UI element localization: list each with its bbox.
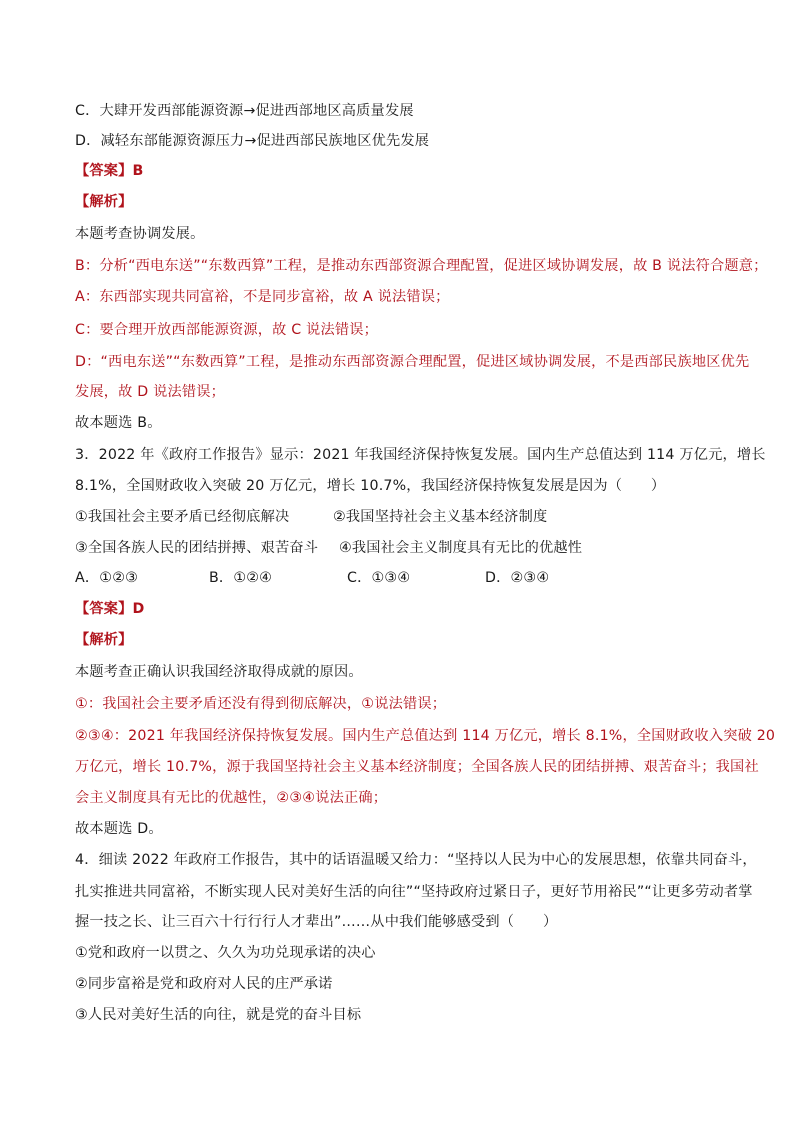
conclusion: 故本题选 B。 [75, 415, 162, 431]
choice-b: B．①②④ [209, 570, 273, 586]
statement-item: ④我国社会主义制度具有无比的优越性 [339, 540, 583, 556]
choice-c: C．①③④ [347, 570, 411, 586]
question-stem: 8.1%，全国财政收入突破 20 万亿元，增长 10.7%，我国经济保持恢复发展是因为（ ） [75, 478, 666, 494]
analysis-label: 【解析】 [75, 194, 133, 210]
analysis-line: D：“西电东送”“东数西算”工程，是推动东西部资源合理配置，促进区域协调发展，不是西部民族地区优先 [75, 354, 750, 370]
analysis-line: ②③④：2021 年我国经济保持恢复发展。国内生产总值达到 114 万亿元，增长 8.1%，全国财政收入突破 20 [75, 728, 776, 744]
statement-item: ①党和政府一以贯之、久久为功兑现承诺的决心 [75, 945, 376, 961]
question-stem: 扎实推进共同富裕，不断实现人民对美好生活的向往”“坚持政府过紧日子，更好节用裕民”“让更多劳动者掌 [75, 884, 753, 900]
statement-item: ②我国坚持社会主义基本经济制度 [333, 509, 548, 525]
option-c: C．大肆开发西部能源资源→促进西部地区高质量发展 [75, 103, 414, 119]
question-stem: 4．细读 2022 年政府工作报告，其中的话语温暖又给力：“坚持以人民为中心的发展思想，依靠共同奋斗， [75, 852, 757, 868]
analysis-line: 发展，故 D 说法错误； [75, 384, 226, 400]
statement-item: ①我国社会主要矛盾已经彻底解决 [75, 509, 290, 525]
statement-item: ③全国各族人民的团结拼搏、艰苦奋斗 [75, 540, 319, 556]
conclusion: 故本题选 D。 [75, 821, 163, 837]
question-stem: 3．2022 年《政府工作报告》显示：2021 年我国经济保持恢复发展。国内生产总值达到 114 万亿元，增长 [75, 447, 766, 463]
analysis-line: C：要合理开放西部能源资源，故 C 说法错误； [75, 322, 378, 338]
analysis-line: 会主义制度具有无比的优越性，②③④说法正确； [75, 790, 388, 806]
analysis-line: A：东西部实现共同富裕，不是同步富裕，故 A 说法错误； [75, 289, 450, 305]
analysis-label: 【解析】 [75, 632, 133, 648]
statement-item: ②同步富裕是党和政府对人民的庄严承诺 [75, 976, 333, 992]
analysis-line: ①：我国社会主要矛盾还没有得到彻底解决，①说法错误； [75, 696, 447, 712]
choice-a: A．①②③ [75, 570, 139, 586]
analysis-intro: 本题考查正确认识我国经济取得成就的原因。 [75, 664, 363, 680]
analysis-line: 万亿元，增长 10.7%，源于我国坚持社会主义基本经济制度；全国各族人民的团结拼搏、艰苦奋斗；我国社 [75, 759, 759, 775]
question-stem: 握一技之长、让三百六十行行行人才辈出”……从中我们能够感受到（ ） [75, 914, 558, 930]
analysis-line: B：分析“西电东送”“东数西算”工程，是推动东西部资源合理配置，促进区域协调发展，故 B 说法符合题意； [75, 258, 768, 274]
option-d: D．减轻东部能源资源压力→促进西部民族地区优先发展 [75, 133, 430, 149]
answer-label: 【答案】B [75, 163, 144, 179]
choice-d: D．②③④ [485, 570, 550, 586]
analysis-intro: 本题考查协调发展。 [75, 226, 205, 242]
answer-label: 【答案】D [75, 601, 145, 617]
statement-item: ③人民对美好生活的向往，就是党的奋斗目标 [75, 1007, 362, 1023]
